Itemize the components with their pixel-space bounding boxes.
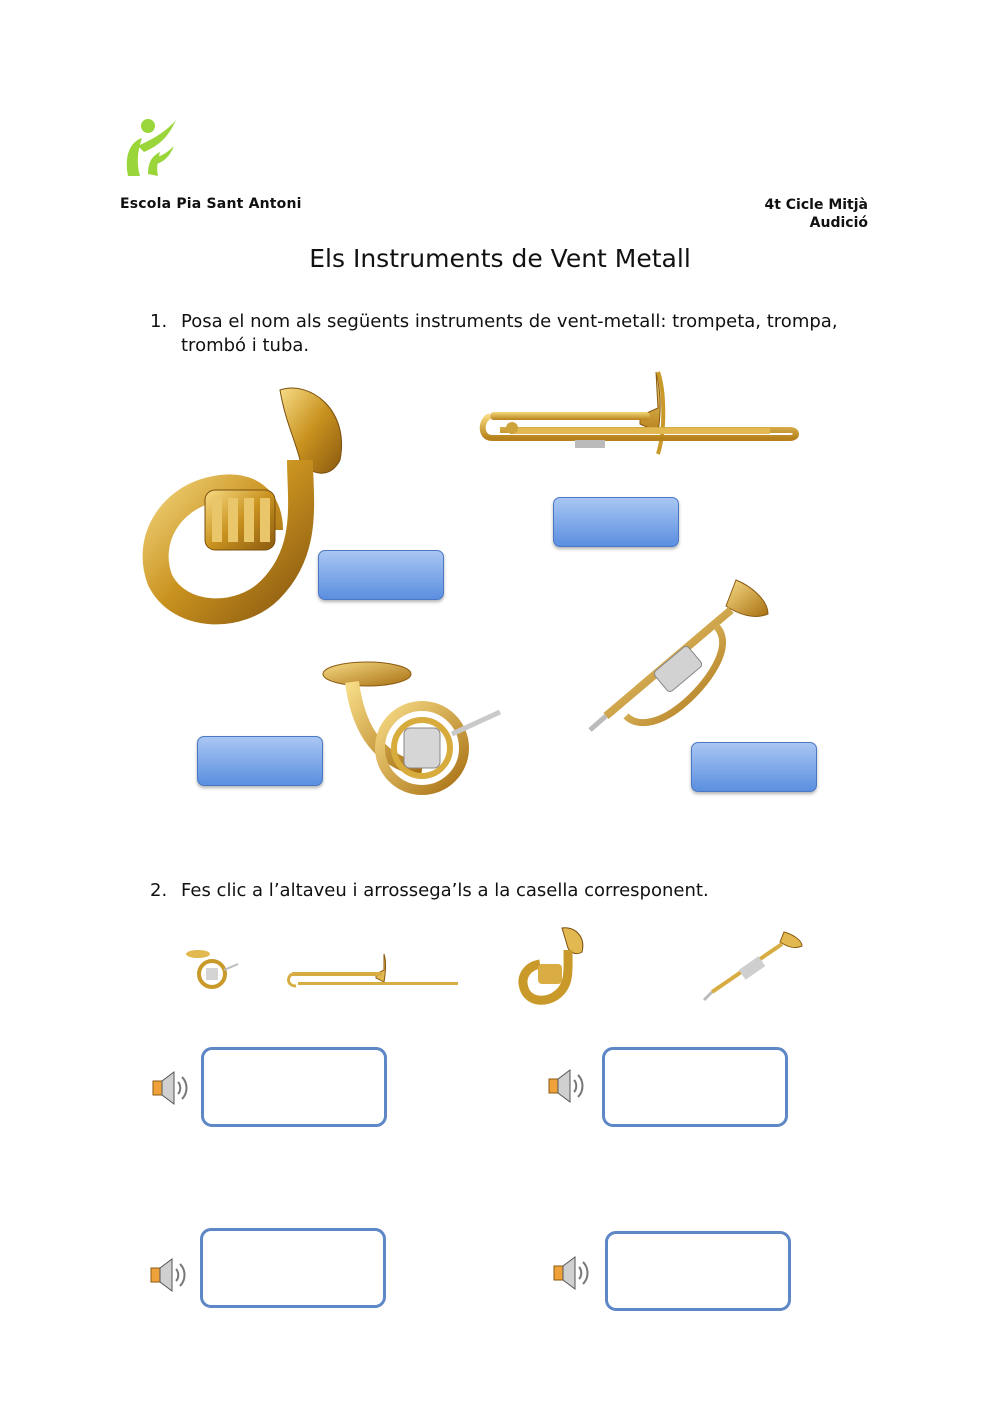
drop-box-4[interactable] <box>605 1231 791 1311</box>
question-2 <box>150 879 870 903</box>
trombone-label-box[interactable] <box>553 497 679 547</box>
speaker-icon[interactable] <box>546 1066 588 1106</box>
school-logo-icon <box>118 116 180 180</box>
question-1-text: Posa el nom als següents instruments de vent-metall: trompeta, trompa, trombó i tuba. <box>181 311 838 356</box>
question-1-number: 1. <box>150 311 168 332</box>
cycle-info <box>764 196 868 232</box>
question-1 <box>150 310 870 358</box>
small-trumpet-image[interactable] <box>702 930 804 1002</box>
trumpet-label-box[interactable] <box>691 742 817 792</box>
question-2-number: 2. <box>150 880 168 901</box>
question-2-text: Fes clic a l’altaveu i arrossega’ls a la casella corresponent. <box>181 880 709 901</box>
drop-box-1[interactable] <box>201 1047 387 1127</box>
tuba-label-box[interactable] <box>318 550 444 600</box>
subject-label: Audició <box>809 215 868 231</box>
small-tuba-image[interactable] <box>520 926 586 1004</box>
horn-image <box>322 660 504 804</box>
small-horn-image[interactable] <box>184 948 238 992</box>
speaker-icon[interactable] <box>551 1253 593 1293</box>
cycle-label: 4t Cicle Mitjà <box>764 197 868 213</box>
speaker-icon[interactable] <box>148 1255 190 1295</box>
horn-label-box[interactable] <box>197 736 323 786</box>
drop-box-3[interactable] <box>200 1228 386 1308</box>
small-trombone-image[interactable] <box>288 952 462 994</box>
trumpet-image <box>586 576 776 742</box>
school-name: Escola Pia Sant Antoni <box>120 196 302 212</box>
page-title: Els Instruments de Vent Metall <box>309 244 691 273</box>
speaker-icon[interactable] <box>150 1068 192 1108</box>
trombone-image <box>480 368 800 464</box>
drop-box-2[interactable] <box>602 1047 788 1127</box>
